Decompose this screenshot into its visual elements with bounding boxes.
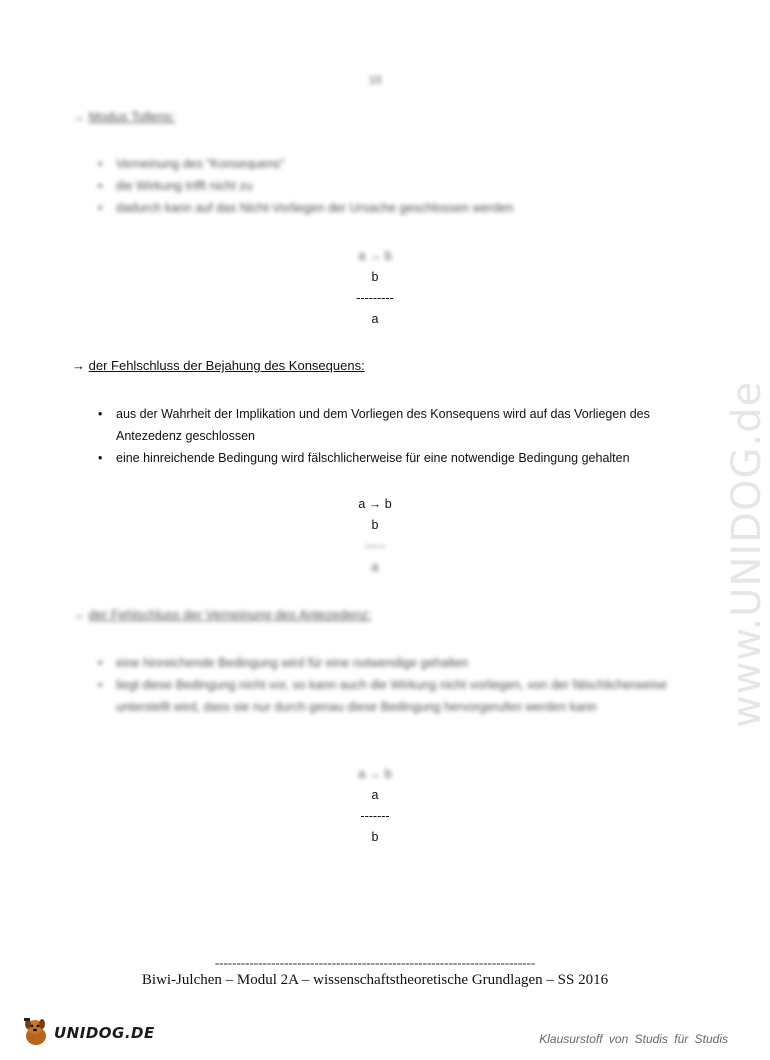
page-number: 10 xyxy=(368,72,382,87)
bullet-list xyxy=(98,652,668,718)
watermark-text: www.UNIDOG.de xyxy=(724,380,770,728)
section-title: der Fehlschluss der Verneinung des Antezedenz: xyxy=(88,607,372,622)
list-item: • eine hinreichende Bedingung wird für eine notwendige gehalten xyxy=(98,652,668,674)
formula-line: --------- xyxy=(356,291,394,305)
section-heading xyxy=(72,607,371,622)
footer-rule: -------------------------------------------------------------------------- xyxy=(214,955,536,970)
list-item: • die Wirkung trifft nicht zu xyxy=(98,175,668,197)
formula-line: a xyxy=(371,312,379,326)
formula-line: a → b xyxy=(358,767,392,781)
list-item: • aus der Wahrheit der Implikation und dem Vorliegen des Konsequens wird auf das Vorliegen des Antezedenz geschlossen xyxy=(98,403,668,447)
dog-mascot-icon xyxy=(22,1016,50,1046)
formula xyxy=(0,246,750,330)
list-item: • liegt diese Bedingung nicht vor, so kann auch die Wirkung nicht vorliegen, von der fälschlicherweise unterstellt wird, dass sie nur durch genau diese Bedingung hervorgerufen werden kann xyxy=(98,674,668,718)
tagline: Klausurstoff von Studis für Studis xyxy=(539,1032,728,1046)
list-item: • eine hinreichende Bedingung wird fälschlicherweise für eine notwendige Bedingung gehalten xyxy=(98,447,668,469)
formula-line: b xyxy=(371,518,379,532)
section-heading xyxy=(72,358,365,373)
list-item: • dadurch kann auf das Nicht-Vorliegen der Ursache geschlossen werden xyxy=(98,197,668,219)
arrow-icon: → xyxy=(72,358,85,373)
footer-text: Biwi-Julchen – Modul 2A – wissenschaftstheoretische Grundlagen – SS 2016 xyxy=(141,972,609,988)
formula-line: a xyxy=(371,788,379,802)
arrow-icon: → xyxy=(72,607,85,622)
section-heading xyxy=(72,109,175,124)
formula-line: ----- xyxy=(364,539,386,553)
formula xyxy=(0,494,750,578)
bullet-list xyxy=(98,153,668,219)
unidog-logo[interactable] xyxy=(20,1014,160,1050)
logo-text: UNIDOG.DE xyxy=(54,1024,155,1042)
formula-line: a → b xyxy=(358,497,392,511)
section-title: der Fehlschluss der Bejahung des Konsequens: xyxy=(88,358,365,373)
formula xyxy=(0,764,750,848)
formula-line: ------- xyxy=(360,809,390,823)
formula-line: b xyxy=(371,830,379,844)
bullet-list xyxy=(98,403,668,469)
formula-line: a xyxy=(371,560,379,574)
formula-line: b xyxy=(371,270,379,284)
arrow-icon: → xyxy=(72,109,85,124)
list-item: • Verneinung des "Konsequens" xyxy=(98,153,668,175)
section-title: Modus Tollens: xyxy=(88,109,176,124)
watermark xyxy=(688,280,770,740)
formula-line: a → b xyxy=(358,249,392,263)
